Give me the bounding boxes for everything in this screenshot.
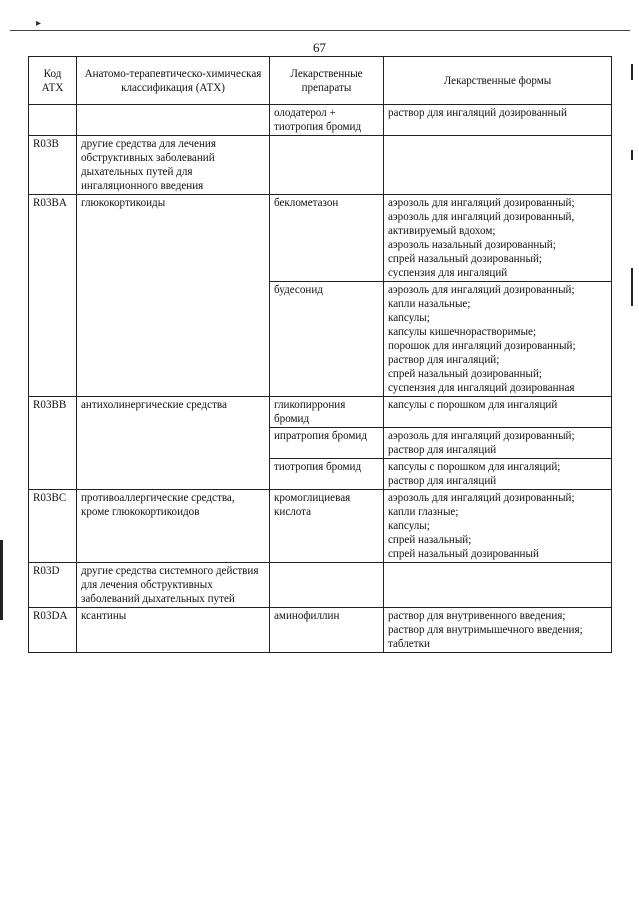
dosage-forms-cell (384, 608, 612, 653)
atx-code-cell: R03DA (29, 608, 77, 653)
table-body (29, 105, 612, 653)
atx-code-cell: R03B (29, 136, 77, 195)
table-row (29, 563, 612, 608)
atx-classification-cell: ксантины (77, 608, 270, 653)
header-drugs: Лекарственные препараты (270, 57, 384, 105)
atx-code-cell: R03BC (29, 490, 77, 563)
dosage-form-item: спрей назальный; (388, 534, 472, 546)
atx-classification-cell: глюкокортикоиды (77, 195, 270, 397)
dosage-form-item: капли назальные; (388, 298, 471, 310)
dosage-form-item: капсулы; (388, 520, 430, 532)
table-header-row (29, 57, 612, 105)
dosage-forms-cell (384, 136, 612, 195)
dosage-form-item: суспензия для ингаляций (388, 267, 508, 279)
atx-code-cell: R03BB (29, 397, 77, 490)
drug-name-cell: беклометазон (270, 195, 384, 282)
dosage-form-item: суспензия для ингаляций дозированная (388, 382, 575, 394)
drug-name-cell: гликопиррония бромид (270, 397, 384, 428)
table-row (29, 608, 612, 653)
table-row (29, 397, 612, 428)
dosage-forms-cell (384, 105, 612, 136)
dosage-form-item: аэрозоль для ингаляций дозированный; (388, 284, 575, 296)
dosage-form-item: аэрозоль назальный дозированный; (388, 239, 556, 251)
dosage-forms-cell (384, 195, 612, 282)
dosage-forms-cell (384, 282, 612, 397)
scan-edge-mark (0, 540, 3, 620)
dosage-form-item: порошок для ингаляций дозированный; (388, 340, 576, 352)
table-row (29, 490, 612, 563)
page-number: 67 (313, 40, 326, 55)
dosage-form-item: аэрозоль для ингаляций дозированный, активируемый вдохом; (388, 211, 575, 237)
drug-name-cell: будесонид (270, 282, 384, 397)
dosage-form-item: капсулы кишечнорастворимые; (388, 326, 537, 338)
dosage-form-item: спрей назальный дозированный; (388, 253, 542, 265)
atx-code-cell: R03D (29, 563, 77, 608)
dosage-form-item: раствор для внутримышечного введения; (388, 624, 583, 636)
dosage-form-item: раствор для ингаляций (388, 444, 497, 456)
dosage-form-item: капли глазные; (388, 506, 459, 518)
scan-mark: ▸ (36, 18, 42, 29)
dosage-forms-cell (384, 428, 612, 459)
drug-name-cell: кромоглициевая кислота (270, 490, 384, 563)
drug-name-cell (270, 563, 384, 608)
header-code: Код АТХ (29, 57, 77, 105)
scan-edge-mark (631, 268, 633, 306)
atx-table (28, 56, 612, 653)
drug-name-cell: олодатерол + тиотропия бромид (270, 105, 384, 136)
dosage-form-item: аэрозоль для ингаляций дозированный; (388, 197, 575, 209)
dosage-form-item: аэрозоль для ингаляций дозированный; (388, 492, 575, 504)
atx-code-cell (29, 105, 77, 136)
dosage-form-item: капсулы с порошком для ингаляций; (388, 461, 561, 473)
drug-name-cell: аминофиллин (270, 608, 384, 653)
dosage-form-item: раствор для ингаляций; (388, 354, 500, 366)
table-row (29, 136, 612, 195)
dosage-form-item: аэрозоль для ингаляций дозированный; (388, 430, 575, 442)
header-forms: Лекарственные формы (384, 57, 612, 105)
dosage-form-item: спрей назальный дозированный; (388, 368, 542, 380)
scan-edge-mark (631, 64, 633, 80)
dosage-form-item: таблетки (388, 638, 430, 650)
drug-name-cell: тиотропия бромид (270, 459, 384, 490)
dosage-forms-cell (384, 490, 612, 563)
dosage-form-item: раствор для ингаляций (388, 475, 497, 487)
atx-classification-cell: другие средства системного действия для лечения обструктивных заболеваний дыхательных путей (77, 563, 270, 608)
dosage-forms-cell (384, 397, 612, 428)
table-row (29, 195, 612, 282)
atx-classification-cell: антихолинергические средства (77, 397, 270, 490)
atx-classification-cell: другие средства для лечения обструктивных заболеваний дыхательных путей для ингаляционного введения (77, 136, 270, 195)
dosage-form-item: раствор для ингаляций дозированный (388, 107, 567, 119)
atx-classification-cell: противоаллергические средства, кроме глюкокортикоидов (77, 490, 270, 563)
dosage-form-item: спрей назальный дозированный (388, 548, 539, 560)
dosage-forms-cell (384, 459, 612, 490)
drug-name-cell (270, 136, 384, 195)
atx-classification-cell (77, 105, 270, 136)
dosage-forms-cell (384, 563, 612, 608)
drug-name-cell: ипратропия бромид (270, 428, 384, 459)
dosage-form-item: капсулы; (388, 312, 430, 324)
dosage-form-item: капсулы с порошком для ингаляций (388, 399, 558, 411)
atx-code-cell: R03BA (29, 195, 77, 397)
header-classification: Анатомо-терапевтическо-химическая классификация (АТХ) (77, 57, 270, 105)
scan-top-rule (10, 30, 630, 31)
scan-edge-mark (631, 150, 633, 160)
table-row (29, 105, 612, 136)
dosage-form-item: раствор для внутривенного введения; (388, 610, 566, 622)
